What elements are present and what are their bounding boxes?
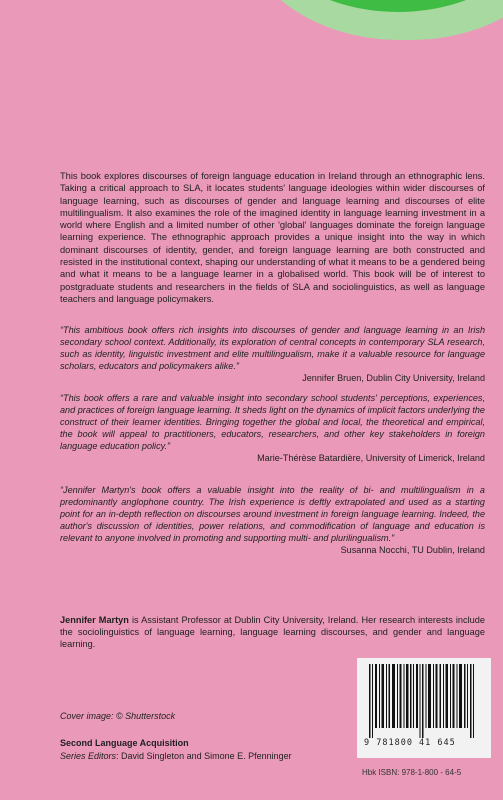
book-description: This book explores discourses of foreign language education in Ireland through an ethnographic lens. Taking a critical approach to SLA, it locates students' language ideologies within wider discourses of language learning, such as discourses of gender and language learning and discourses of elite multilingualism. It also examines the role of the imagined identity in language learning investment in a world where English and a limited number of other 'global' languages dominate the foreign language learning experience. The ethnographic approach provides a unique insight into the way in which dominant discourses of identity, gender, and foreign language learning are both constructed and resisted in the institutional context, shaping our understanding of what it means to be a gendered being and what it means to be a language learner in a globalised world. This book will be of interest to postgraduate students and researchers in the fields of SLA and sociolinguistics, as well as language teachers and language policymakers. bbox=[60, 171, 485, 304]
endorsement-text: “This book offers a rare and valuable insight into secondary school students' perceptions, experiences, and practices of foreign language learning. It sheds light on the dynamics of implicit factors underlying the construct of their learner identities. Bringing together the global and local, the theoretical and empirical, the book will appeal to practitioners, educators, researchers, and other key stakeholders in foreign language education policy.” bbox=[60, 393, 485, 452]
endorsement-attribution: Marie-Thérèse Batardière, University of Limerick, Ireland bbox=[257, 453, 485, 464]
series-editors-label: Series Editors bbox=[60, 751, 117, 761]
endorsement-2 bbox=[60, 392, 485, 465]
isbn-label: Hbk ISBN: 978-1-800 - 64-5 bbox=[362, 768, 462, 777]
author-bio bbox=[60, 614, 485, 651]
endorsement-attribution: Susanna Nocchi, TU Dublin, Ireland bbox=[340, 545, 485, 556]
decorative-blob bbox=[0, 0, 503, 140]
series-editors-names: : David Singleton and Simone E. Pfenninger bbox=[116, 751, 292, 761]
barcode-digits: 9 781800 41 645 bbox=[364, 738, 488, 748]
endorsement-text: “Jennifer Martyn's book offers a valuable insight into the reality of bi- and multilingualism in a predominantly anglophone country. The Irish experience is deftly extrapolated and used as a starting point for an in-depth reflection on discourses around investment in foreign language learning. Indeed, the author's discussion of identities, power relations, and commodification of language and education is relevant to anyone involved in promoting and supporting multi- and plurilingualism.” bbox=[60, 485, 485, 544]
endorsement-text: “This ambitious book offers rich insights into discourses of gender and language learning in an Irish secondary school context. Additionally, its exploration of central concepts in contemporary SLA research, such as identity, linguistic investment and elite multilingualism, make it a valuable resource for language scholars, educators and policymakers alike.” bbox=[60, 325, 485, 372]
cover-image-credit: Cover image: © Shutterstock bbox=[60, 711, 176, 721]
series-title: Second Language Acquisition bbox=[60, 738, 189, 748]
author-name: Jennifer Martyn bbox=[60, 615, 129, 625]
endorsement-3 bbox=[60, 484, 485, 557]
author-bio-text: is Assistant Professor at Dublin City University, Ireland. Her research interests include the sociolinguistics of language learning, language learning discourses, and gender and language learning. bbox=[60, 615, 485, 650]
endorsement-1 bbox=[60, 324, 485, 384]
series-editors bbox=[60, 751, 292, 761]
endorsement-attribution: Jennifer Bruen, Dublin City University, Ireland bbox=[302, 373, 485, 384]
barcode-bars bbox=[367, 664, 481, 738]
